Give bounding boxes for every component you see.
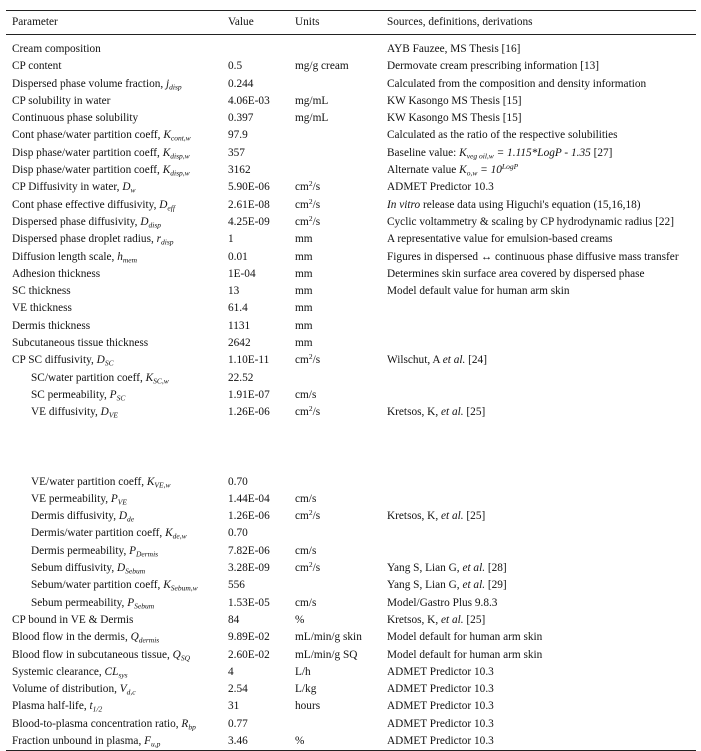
table-row [6, 145, 696, 162]
table-row [6, 560, 696, 577]
param-value: 5.90E-06 [228, 181, 270, 194]
param-source: Model default value for human arm skin [387, 285, 570, 298]
param-value: 2.60E-02 [228, 648, 270, 661]
param-value: 84 [228, 613, 240, 626]
param-value: 4 [228, 665, 234, 678]
param-value: 1.53E-05 [228, 596, 270, 609]
param-units: mm [295, 302, 313, 315]
param-units: $cm^2/s$ [295, 179, 321, 194]
param-source [381, 335, 696, 352]
param-source: Yang S, Lian G, et al. [29] [387, 579, 507, 592]
table-row [6, 664, 696, 681]
param-value: 0.244 [228, 77, 254, 90]
param-source [381, 491, 696, 508]
table-row [6, 404, 696, 421]
param-name: Sebum diffusivity, $D_{Sebum}$ [31, 562, 146, 576]
table-row [6, 266, 696, 283]
param-value: 2.54 [228, 683, 248, 696]
param-value: 1 [228, 233, 234, 246]
param-units [289, 474, 381, 491]
param-name: SC/water partition coeff, $K_{SC,w}$ [31, 371, 169, 386]
param-value: 3.46 [228, 734, 248, 747]
param-source: ADMET Predictor 10.3 [387, 181, 494, 194]
param-source [381, 300, 696, 317]
param-value: 13 [228, 285, 240, 298]
param-name: Blood flow in the dermis, $Q_{dermis}$ [12, 631, 160, 645]
param-units [289, 145, 381, 162]
param-units: hours [295, 700, 321, 713]
table-spacer-row [6, 422, 696, 474]
table-row [6, 300, 696, 317]
param-units: mg/mL [295, 94, 329, 107]
table-row [6, 387, 696, 404]
table-row [6, 283, 696, 300]
param-units: mm [295, 337, 313, 350]
param-value: 0.77 [228, 717, 248, 730]
param-units: mg/g cream [295, 60, 349, 73]
param-units: cm/s [295, 596, 317, 609]
param-name: Dispersed phase diffusivity, $D_{disp}$ [12, 215, 162, 230]
param-value: 4.25E-09 [228, 215, 270, 228]
param-units: mm [295, 250, 313, 263]
param-name: Blood flow in subcutaneous tissue, $Q_{SQ}$ [12, 648, 190, 662]
param-name: CP solubility in water [12, 94, 111, 107]
param-source: Model/Gastro Plus 9.8.3 [387, 596, 498, 609]
param-source: ADMET Predictor 10.3 [387, 734, 494, 747]
param-units [289, 525, 381, 542]
param-value: 1131 [228, 319, 251, 332]
param-source [381, 318, 696, 335]
param-source: Model default for human arm skin [387, 631, 543, 644]
table-header [6, 11, 696, 35]
param-source: Cyclic voltammetry & scaling by CP hydrodynamic radius [22] [387, 215, 674, 228]
param-units [289, 127, 381, 144]
table-row [6, 508, 696, 525]
param-units [289, 577, 381, 594]
param-source: ADMET Predictor 10.3 [387, 717, 494, 730]
param-source [381, 370, 696, 387]
param-source: ADMET Predictor 10.3 [387, 700, 494, 713]
param-name: Fraction unbound in plasma, $F_{u,p}$ [12, 734, 161, 749]
param-units: $cm^2/s$ [295, 404, 321, 419]
param-source [381, 474, 696, 491]
param-name: Subcutaneous tissue thickness [12, 337, 149, 350]
param-source: In vitro release data using Higuchi's equation (15,16,18) [387, 198, 641, 211]
param-value: 7.82E-06 [228, 544, 270, 557]
header-units: Units [295, 16, 320, 28]
table-row [6, 58, 696, 75]
param-source: Figures in dispersed ↔ continuous phase diffusive mass transfer [387, 250, 679, 263]
param-value: 31 [228, 700, 240, 713]
param-units: mg/mL [295, 112, 329, 125]
param-units: cm/s [295, 492, 317, 505]
param-source: Determines skin surface area covered by dispersed phase [387, 267, 645, 280]
param-units: mm [295, 233, 313, 246]
param-name: CP bound in VE & Dermis [12, 613, 134, 626]
table-row [6, 681, 696, 698]
table-row [6, 231, 696, 248]
param-value: 0.70 [228, 475, 248, 488]
table-row [6, 474, 696, 491]
param-source [381, 525, 696, 542]
table-body [6, 35, 696, 751]
table-row [6, 716, 696, 733]
table-row [6, 76, 696, 93]
table-row [6, 35, 696, 59]
param-value: 1.26E-06 [228, 406, 270, 419]
param-source: Dermovate cream prescribing information [13] [387, 60, 600, 73]
param-value: 0.397 [228, 112, 254, 125]
param-name: Cont phase effective diffusivity, $D_{eff}$ [12, 198, 175, 213]
table-row [6, 93, 696, 110]
param-name: Dermis diffusivity, $D_{de}$ [31, 510, 135, 524]
param-units: mm [295, 267, 313, 280]
table-row [6, 127, 696, 144]
table-row [6, 577, 696, 594]
param-value: 2.61E-08 [228, 198, 270, 211]
param-source: Calculated from the composition and density information [387, 77, 647, 90]
param-source: Calculated as the ratio of the respective solubilities [387, 129, 618, 142]
param-value: 0.01 [228, 250, 248, 263]
param-units [289, 162, 381, 179]
table-row [6, 595, 696, 612]
param-name: SC permeability, $P_{SC}$ [31, 388, 126, 403]
param-name: Systemic clearance, $CL_{sys}$ [12, 665, 128, 680]
param-value: 4.06E-03 [228, 94, 270, 107]
param-units: mL/min/g SQ [295, 648, 358, 661]
param-name: CP SC diffusivity, $D_{SC}$ [12, 354, 114, 368]
param-units: mL/min/g skin [295, 631, 362, 644]
param-units: $cm^2/s$ [295, 196, 321, 211]
table-row [6, 335, 696, 352]
param-source: AYB Fauzee, MS Thesis [16] [387, 43, 521, 55]
param-value: 0.70 [228, 527, 248, 540]
param-source: Baseline value: $K_{veg oil,w}$ = 1.115*LogP - 1.35 [27] [387, 146, 613, 161]
param-value: 1.26E-06 [228, 510, 270, 523]
table-row [6, 197, 696, 214]
param-value: 1.44E-04 [228, 492, 270, 505]
param-name: VE permeability, $P_{VE}$ [31, 492, 127, 507]
param-units: $cm^2/s$ [295, 508, 321, 523]
param-value: 1.91E-07 [228, 388, 270, 401]
param-units: mm [295, 285, 313, 298]
parameter-table [6, 10, 696, 751]
param-units: $cm^2/s$ [295, 213, 321, 228]
table-row [6, 525, 696, 542]
param-source: Kretsos, K, et al. [25] [387, 613, 486, 626]
param-source: KW Kasongo MS Thesis [15] [387, 94, 522, 107]
param-name: Cont phase/water partition coeff, $K_{cont,w}$ [12, 129, 191, 143]
param-name: Cream composition [12, 43, 101, 55]
param-name: VE diffusivity, $D_{VE}$ [31, 406, 119, 420]
param-value: 22.52 [228, 371, 254, 384]
param-name: VE thickness [12, 302, 72, 315]
table-row [6, 647, 696, 664]
param-name: Dermis thickness [12, 319, 91, 332]
param-source [381, 387, 696, 404]
param-name: Dispersed phase droplet radius, $r_{disp}$ [12, 233, 174, 247]
param-source: Kretsos, K, et al. [25] [387, 510, 486, 523]
header-value: Value [228, 16, 254, 28]
param-value: 1.10E-11 [228, 354, 270, 367]
param-units: cm/s [295, 388, 317, 401]
param-units [289, 370, 381, 387]
param-units: % [295, 613, 305, 626]
param-units [289, 716, 381, 733]
param-value: 357 [228, 146, 245, 159]
param-units: $cm^2/s$ [295, 560, 321, 575]
param-value [222, 35, 289, 59]
param-units: % [295, 734, 305, 747]
table-row [6, 370, 696, 387]
param-name: Disp phase/water partition coeff, $K_{disp,w}$ [12, 146, 190, 161]
param-name: CP Diffusivity in water, $D_w$ [12, 181, 136, 195]
header-sources: Sources, definitions, derivations [387, 16, 533, 28]
param-source: A representative value for emulsion-based creams [387, 233, 613, 246]
param-source: KW Kasongo MS Thesis [15] [387, 112, 522, 125]
param-value: 3.28E-09 [228, 562, 270, 575]
table-row [6, 249, 696, 266]
param-source: ADMET Predictor 10.3 [387, 683, 494, 696]
param-source: Wilschut, A et al. [24] [387, 354, 487, 367]
param-units [289, 76, 381, 93]
param-name: Dermis permeability, $P_{Dermis}$ [31, 544, 159, 559]
param-source: Kretsos, K, et al. [25] [387, 406, 486, 419]
param-source: Alternate value $K_{o,w} = 10^{LogP}$ [387, 162, 519, 178]
param-name: Volume of distribution, $V_{d,c}$ [12, 683, 136, 697]
param-name: Sebum permeability, $P_{Sebum}$ [31, 596, 155, 611]
table-row [6, 352, 696, 369]
param-units [289, 35, 381, 59]
table-row [6, 214, 696, 231]
param-value: 3162 [228, 164, 251, 177]
table-row [6, 179, 696, 196]
param-name: Blood-to-plasma concentration ratio, $R_{bp}$ [12, 717, 196, 732]
param-name: Dermis/water partition coeff, $K_{de,w}$ [31, 527, 187, 541]
param-value: 2642 [228, 337, 251, 350]
param-units: L/kg [295, 683, 317, 696]
param-source: ADMET Predictor 10.3 [387, 665, 494, 678]
param-units: cm/s [295, 544, 317, 557]
param-units: mm [295, 319, 313, 332]
param-value: 9.89E-02 [228, 631, 270, 644]
param-source: Model default for human arm skin [387, 648, 543, 661]
table-row [6, 318, 696, 335]
header-parameter: Parameter [12, 16, 58, 28]
param-name: Disp phase/water partition coeff, $K_{disp,w}$ [12, 164, 190, 178]
param-value: 0.5 [228, 60, 243, 73]
param-name: Adhesion thickness [12, 267, 101, 280]
param-name: Plasma half-life, $t_{1/2}$ [12, 700, 103, 714]
param-name: Diffusion length scale, $h_{mem}$ [12, 250, 138, 265]
table-row [6, 543, 696, 560]
param-value: 1E-04 [228, 267, 256, 280]
table-row [6, 629, 696, 646]
param-source [381, 543, 696, 560]
table-row [6, 491, 696, 508]
param-name: VE/water partition coeff, $K_{VE,w}$ [31, 475, 171, 490]
param-value: 97.9 [228, 129, 248, 142]
table-row [6, 612, 696, 629]
table-row [6, 162, 696, 179]
table-row [6, 698, 696, 715]
param-value: 556 [228, 579, 245, 592]
param-value: 61.4 [228, 302, 248, 315]
param-name: Continuous phase solubility [12, 112, 139, 125]
param-name: Dispersed phase volume fraction, $j_{disp}$ [12, 77, 182, 92]
param-units: $cm^2/s$ [295, 352, 321, 367]
param-name: Sebum/water partition coeff, $K_{Sebum,w}$ [31, 579, 198, 593]
param-units: L/h [295, 665, 311, 678]
table-row [6, 110, 696, 127]
param-name: CP content [12, 60, 62, 73]
param-source: Yang S, Lian G, et al. [28] [387, 562, 507, 575]
param-name: SC thickness [12, 285, 71, 298]
